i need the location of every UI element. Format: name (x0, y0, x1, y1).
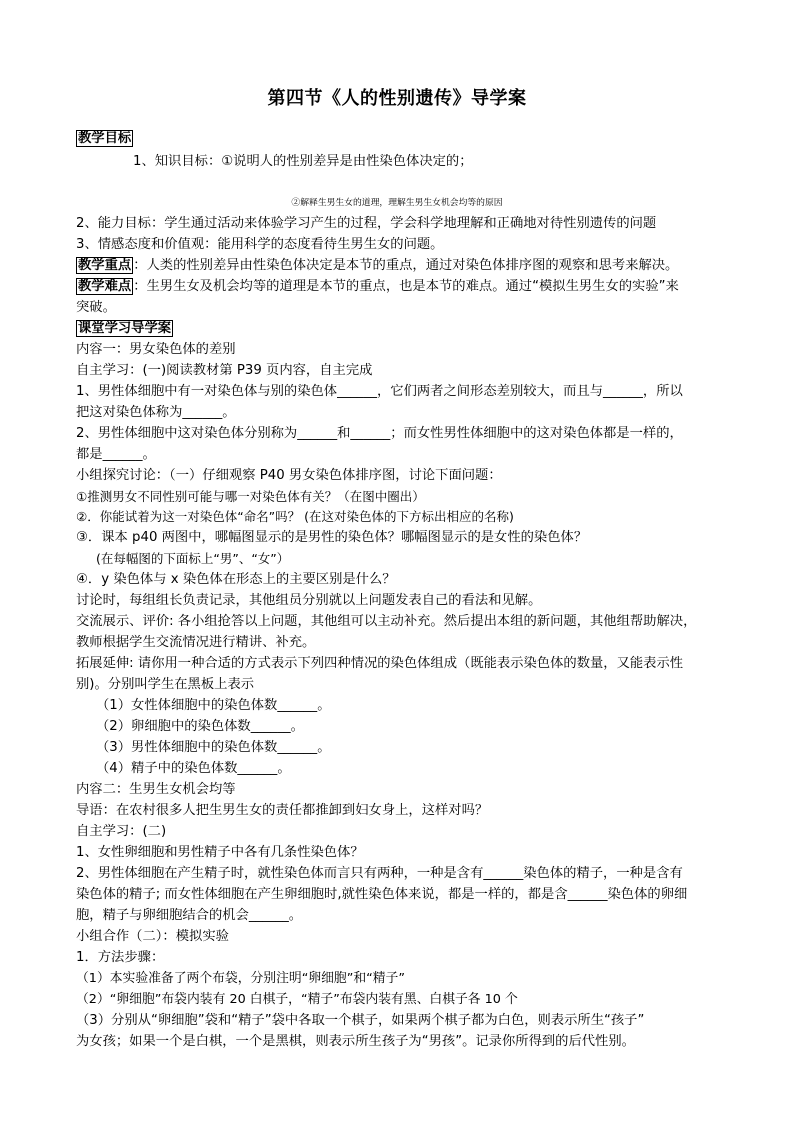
method-steps: 1．方法步骤： (76, 950, 165, 965)
exchange-show: 交流展示、评价: 各小组抢答以上问题，其他组可以主动补充。然后提出本组的新问题，其他组帮助解决， (76, 614, 697, 629)
step-3: （3）分别从“卵细胞”袋和“精子”袋中各取一个棋子，如果两个棋子都为白色，则表示所生“孩子” (76, 1013, 645, 1028)
key-text: ：人类的性别差异由性染色体决定是本节的重点，通过对染色体排序图的观察和思考来解决。 (133, 258, 679, 273)
goal-knowledge-2: ②解释生男生女的道理，理解生男生女机会均等的原因 (291, 198, 503, 208)
discussion-item-4: ④．y 染色体与 x 染色体在形态上的主要区别是什么？ (76, 572, 396, 587)
section-label-goals (76, 129, 133, 149)
discussion-note: 讨论时，每组组长负责记录，其他组员分别就以上问题发表自己的看法和见解。 (76, 593, 542, 608)
self-study-q2: 2、男性体细胞在产生精子时，就性染色体而言只有两种，一种是含有______染色体的精子，一种是含有 (76, 866, 683, 881)
goals-heading: 教学目标 (78, 131, 132, 146)
lead-in: 导语：在农村很多人把生男生女的责任都推卸到妇女身上，这样对吗？ (76, 803, 489, 818)
extension-cont: 别)。分别叫学生在黑板上表示 (76, 677, 255, 692)
extension-item-4: （4）精子中的染色体数______。 (96, 761, 291, 776)
difficulty-text: ：生男生女及机会均等的道理是本节的重点，也是本节的难点。通过“模拟生男生女的实验”来 (133, 279, 679, 294)
guide-heading: 课堂学习导学案 (78, 321, 172, 336)
section-label-guide (76, 319, 173, 339)
question-1-cont: 把这对染色体称为______。 (76, 405, 236, 420)
extension-item-3: （3）男性体细胞中的染色体数______。 (96, 740, 331, 755)
content-one-title: 内容一：男女染色体的差别 (76, 342, 236, 357)
content-two-title: 内容二：生男生女机会均等 (76, 782, 236, 797)
extension: 拓展延伸: 请你用一种合适的方式表示下列四种情况的染色体组成（既能表示染色体的数量，又能表示性 (76, 656, 684, 671)
discussion-item-1: ①推测男女不同性别可能与哪一对染色体有关？（在图中圈出） (76, 489, 425, 504)
discussion-item-3: ③．课本 p40 两图中，哪幅图显示的是男性的染色体？哪幅图显示的是女性的染色体？ (76, 530, 588, 545)
group-work-two: 小组合作（二）：模拟实验 (76, 929, 229, 944)
self-study-two: 自主学习：(二) (76, 824, 167, 839)
difficulty-text-2: 突破。 (76, 300, 116, 315)
goal-knowledge: 1、知识目标：①说明人的性别差异是由性染色体决定的； (133, 154, 473, 169)
self-study-q2-cont2: 胞，精子与卵细胞结合的机会______。 (76, 908, 303, 923)
extension-item-1: （1）女性体细胞中的染色体数______。 (96, 698, 331, 713)
question-1: 1、男性体细胞中有一对染色体与别的染色体______，它们两者之间形态差别较大，而且与______，所以 (76, 384, 683, 399)
question-2: 2、男性体细胞中这对染色体分别称为______和______；而女性男性体细胞中的这对染色体都是一样的， (76, 426, 683, 441)
self-study-one: 自主学习：(一)阅读教材第 P39 页内容，自主完成 (76, 363, 373, 378)
group-discussion: 小组探究讨论：（一）仔细观察 P40 男女染色体排序图，讨论下面问题： (76, 468, 502, 483)
discussion-item-2: ②．你能试着为这一对染色体“命名”吗？ (在这对染色体的下方标出相应的名称) (76, 509, 514, 524)
self-study-q1: 1、女性卵细胞和男性精子中各有几条性染色体？ (76, 845, 364, 860)
step-1: （1）本实验准备了两个布袋，分别注明“卵细胞”和“精子” (76, 971, 405, 986)
step-3-cont: 为女孩；如果一个是白棋，一个是黑棋，则表示所生孩子为“男孩”。记录你所得到的后代性别。 (76, 1034, 635, 1049)
key-point-line (76, 256, 678, 276)
goal-ability: 2、能力目标：学生通过活动来体验学习产生的过程，学会科学地理解和正确地对待性别遗传的问题 (76, 216, 657, 231)
difficulty-line (76, 277, 679, 297)
exchange-show-cont: 教师根据学生交流情况进行精讲、补充。 (76, 635, 316, 650)
goal-attitude: 3、情感态度和价值观：能用科学的态度看待生男生女的问题。 (76, 237, 444, 252)
page-title: 第四节《人的性别遗传》导学案 (267, 88, 527, 109)
step-2: （2）“卵细胞”布袋内装有 20 白棋子，“精子”布袋内装有黑、白棋子各 10 个 (76, 992, 518, 1007)
difficulty-heading: 教学难点 (78, 279, 132, 294)
question-2-cont: 都是______。 (76, 447, 156, 462)
key-heading: 教学重点 (78, 258, 132, 273)
self-study-q2-cont: 染色体的精子; 而女性体细胞在产生卵细胞时,就性染色体来说，都是一样的，都是含______染色体的卵细 (76, 887, 688, 902)
extension-item-2: （2）卵细胞中的染色体数______。 (96, 719, 304, 734)
discussion-item-3-note: (在每幅图的下面标上“男”、“女”） (96, 551, 290, 566)
